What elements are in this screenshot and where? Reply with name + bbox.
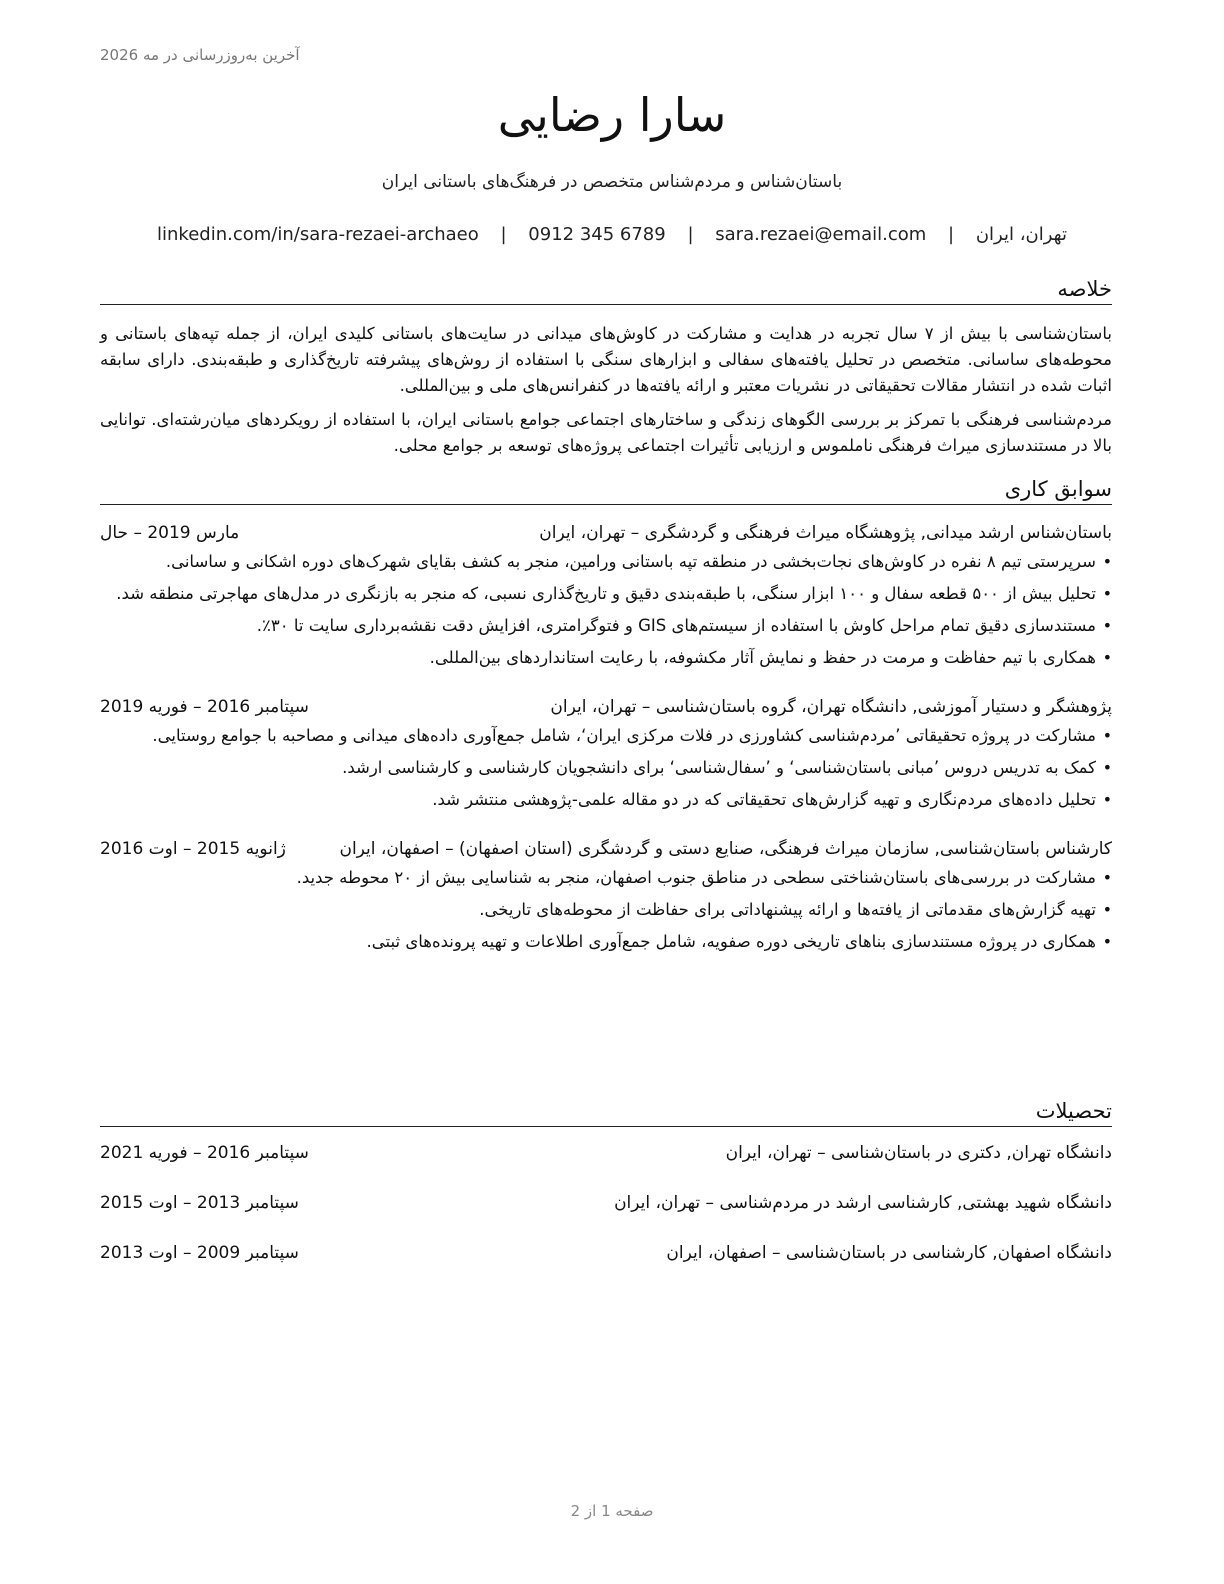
job-bullet: • سرپرستی تیم ۸ نفره در کاوش‌های نجات‌بخشی در منطقه تپه باستانی ورامین، منجر به کشف بقایای شهرک‌های دوره اشکانی و ساسانی. xyxy=(100,549,1112,575)
job-bullet: • همکاری با تیم حفاظت و مرمت در حفظ و نمایش آثار مکشوفه، با رعایت استانداردهای بین‌المللی. xyxy=(100,645,1112,671)
education-school: دانشگاه اصفهان, کارشناسی در باستان‌شناسی – اصفهان، ایران xyxy=(666,1243,1112,1263)
education-entry xyxy=(100,1191,1112,1215)
job-bullet: • مشارکت در بررسی‌های باستان‌شناختی سطحی در مناطق جنوب اصفهان، منجر به شناسایی بیش از ۲۰ محوطه جدید. xyxy=(100,865,1112,891)
last-updated-note: آخرین به‌روزرسانی در مه 2026 xyxy=(100,46,300,64)
job-bullet: • کمک به تدریس دروس ’مبانی باستان‌شناسی‘ و ’سفال‌شناسی‘ برای دانشجویان کارشناسی و کارشناسی ارشد. xyxy=(100,755,1112,781)
job-dates: ژانویه 2015 – اوت 2016 xyxy=(100,839,286,859)
section-title-education: تحصیلات xyxy=(100,1098,1112,1127)
education-school: دانشگاه تهران, دکتری در باستان‌شناسی – تهران، ایران xyxy=(725,1143,1112,1163)
contact-line xyxy=(0,224,1224,245)
education-school: دانشگاه شهید بهشتی, کارشناسی ارشد در مردم‌شناسی – تهران، ایران xyxy=(614,1193,1112,1213)
contact-phone[interactable]: 0912 345 6789 xyxy=(528,224,666,245)
job-header xyxy=(100,695,1112,719)
job-bullet: • مشارکت در پروژه تحقیقاتی ’مردم‌شناسی کشاورزی در فلات مرکزی ایران‘، شامل جمع‌آوری داده‌های میدانی و مصاحبه با جوامع روستایی. xyxy=(100,723,1112,749)
summary-paragraph: باستان‌شناسی با بیش از ۷ سال تجربه در هدایت و مشارکت در کاوش‌های میدانی در سایت‌های باستانی کلیدی ایران، از جمله تپه‌های باستانی و محوطه‌های ساسانی. متخصص در تحلیل یافته‌های سفالی و ابزارهای سنگی با استفاده از روش‌های پیشرفته تاریخ‌گذاری و طبقه‌بندی. دارای سابقه اثبات شده در انتشار مقالات تحقیقاتی در نشریات معتبر و ارائه یافته‌ها در کنفرانس‌های ملی و بین‌المللی. xyxy=(100,324,1112,395)
education-dates: سپتامبر 2016 – فوریه 2021 xyxy=(100,1143,309,1163)
job-dates: مارس 2019 – حال xyxy=(100,523,240,543)
summary-section xyxy=(100,276,1112,459)
candidate-name: سارا رضایی xyxy=(497,88,727,142)
section-title-summary: خلاصه xyxy=(100,276,1112,305)
education-entry xyxy=(100,1241,1112,1265)
job-header xyxy=(100,837,1112,861)
experience-section xyxy=(100,476,1112,955)
job-bullets xyxy=(100,865,1112,955)
contact-email[interactable]: sara.rezaei@email.com xyxy=(715,224,927,245)
job-bullet: • همکاری در پروژه مستندسازی بناهای تاریخی دوره صفویه، شامل جمع‌آوری اطلاعات و تهیه پرونده‌های ثبتی. xyxy=(100,929,1112,955)
contact-separator: | xyxy=(687,224,694,245)
tagline: باستان‌شناس و مردم‌شناس متخصص در فرهنگ‌های باستانی ایران xyxy=(381,172,843,192)
contact-linkedin[interactable]: linkedin.com/in/sara-rezaei-archaeo xyxy=(157,224,479,245)
job-entry xyxy=(100,521,1112,671)
job-bullets xyxy=(100,723,1112,813)
job-entry xyxy=(100,837,1112,955)
job-bullet: • تحلیل داده‌های مردم‌نگاری و تهیه گزارش‌های تحقیقاتی که در دو مقاله علمی-پژوهشی منتشر شد. xyxy=(100,787,1112,813)
section-title-experience: سوابق کاری xyxy=(100,476,1112,505)
contact-separator: | xyxy=(948,224,955,245)
page-number: صفحه 1 از 2 xyxy=(570,1502,654,1520)
job-header xyxy=(100,521,1112,545)
contact-location: تهران، ایران xyxy=(975,224,1067,245)
job-title: کارشناس باستان‌شناسی, سازمان میراث فرهنگی، صنایع دستی و گردشگری (استان اصفهان) – اصفهان، ایران xyxy=(339,839,1112,859)
education-entry xyxy=(100,1141,1112,1165)
job-title: پژوهشگر و دستیار آموزشی, دانشگاه تهران، گروه باستان‌شناسی – تهران، ایران xyxy=(550,697,1112,717)
job-bullets xyxy=(100,549,1112,671)
job-bullet: • تحلیل بیش از ۵۰۰ قطعه سفال و ۱۰۰ ابزار سنگی، با طبقه‌بندی دقیق و تاریخ‌گذاری نسبی، که منجر به بازنگری در مدل‌های مهاجرتی منطقه شد. xyxy=(100,581,1112,607)
job-entry xyxy=(100,695,1112,813)
summary-paragraph: مردم‌شناسی فرهنگی با تمرکز بر بررسی الگوهای زندگی و ساختارهای اجتماعی جوامع باستانی ایران، با استفاده از رویکردهای میان‌رشته‌ای. توانایی بالا در مستندسازی میراث فرهنگی ناملموس و ارزیابی تأثیرات اجتماعی پروژه‌های توسعه بر جوامع محلی. xyxy=(100,410,1112,455)
job-title: باستان‌شناس ارشد میدانی, پژوهشگاه میراث فرهنگی و گردشگری – تهران، ایران xyxy=(539,523,1112,543)
education-section xyxy=(100,1098,1112,1265)
job-bullet: • مستندسازی دقیق تمام مراحل کاوش با استفاده از سیستم‌های GIS و فتوگرامتری، افزایش دقت نقشه‌برداری سایت تا ۳۰٪. xyxy=(100,613,1112,639)
contact-separator: | xyxy=(500,224,507,245)
job-dates: سپتامبر 2016 – فوریه 2019 xyxy=(100,697,309,717)
education-dates: سپتامبر 2013 – اوت 2015 xyxy=(100,1193,299,1213)
job-bullet: • تهیه گزارش‌های مقدماتی از یافته‌ها و ارائه پیشنهاداتی برای حفاظت از محوطه‌های تاریخی. xyxy=(100,897,1112,923)
education-dates: سپتامبر 2009 – اوت 2013 xyxy=(100,1243,299,1263)
